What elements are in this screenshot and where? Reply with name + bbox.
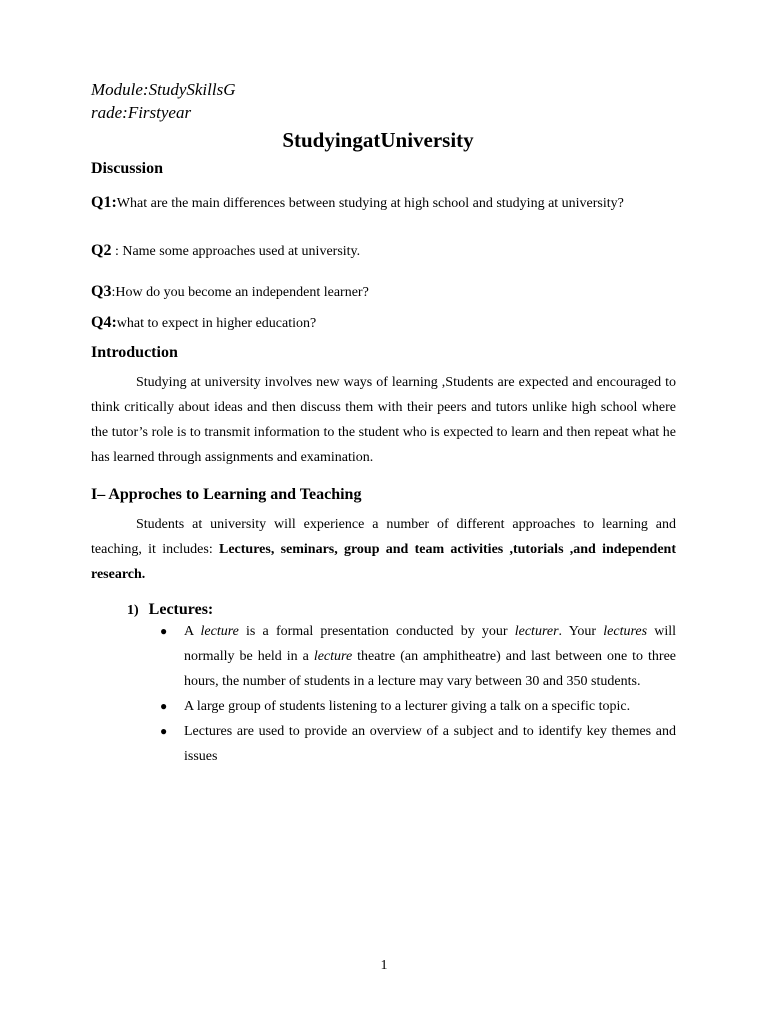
introduction-paragraph: Studying at university involves new ways of learning ,Students are expected and encouraged to think critically about ideas and then discuss them with their peers and tutors unlike high school where the tutor’s role is to transmit information to the student who is expected to learn and then repeat what he has learned through assignments and examination. (91, 375, 676, 465)
text-run: theatre (an amphitheatre) and last between one to three hours, the number of students in a lecture may vary between 30 and 350 students. (184, 649, 677, 689)
lectures-number: 1) (127, 603, 139, 618)
text-run: is a formal presentation conducted by your (238, 624, 515, 639)
module-line-1: Module:StudySkillsG (91, 80, 236, 99)
question-3-text: :How do you become an independent learner? (111, 285, 369, 300)
question-3 (91, 283, 681, 301)
bullet-icon: ● (160, 724, 168, 738)
page-number: 1 (380, 958, 388, 973)
text-run: will normally be held in a (184, 624, 677, 664)
question-2 (91, 242, 681, 260)
module-header (91, 78, 235, 124)
text-italic: lecture (313, 649, 353, 664)
bullet-icon: ● (160, 699, 168, 713)
lectures-heading: Lectures: (148, 601, 214, 618)
list-item-text: A large group of students listening to a lecturer giving a talk on a specific topic. (184, 699, 631, 714)
question-4-text: what to expect in higher education? (116, 316, 317, 331)
list-item (160, 694, 676, 719)
question-1 (91, 194, 681, 212)
section-1-paragraph (91, 512, 676, 587)
question-2-label: Q2 (91, 242, 112, 259)
page-title: StudyingatUniversity (282, 128, 474, 152)
question-3-label: Q3 (91, 283, 112, 300)
list-item-text: Lectures are used to provide an overview of a subject and to identify key themes and issues (184, 724, 676, 764)
bullet-icon: ● (160, 624, 168, 638)
introduction-heading: Introduction (91, 344, 178, 361)
text-run: A (184, 624, 201, 639)
question-4-label: Q4: (91, 314, 117, 331)
question-4 (91, 314, 681, 332)
question-1-text: What are the main differences between studying at high school and studying at university? (116, 196, 624, 211)
section-1-approaches: Lectures, seminars, group and team activities ,tutorials ,and independent research. (91, 542, 676, 582)
module-line-2: rade:Firstyear (91, 103, 192, 122)
discussion-heading: Discussion (91, 160, 164, 177)
text-run: . Your (558, 624, 604, 639)
list-item (160, 719, 676, 769)
text-italic: lecturer (514, 624, 559, 639)
section-1-text: Students at university will experience a number of different approaches to learning and teaching, it includes: (91, 517, 676, 557)
question-1-label: Q1: (91, 194, 117, 211)
lectures-list (160, 619, 676, 769)
list-item (160, 619, 676, 694)
question-2-text: : Name some approaches used at university. (111, 244, 361, 259)
lectures-heading-row (127, 601, 213, 619)
text-italic: lecture (200, 624, 239, 639)
section-1-heading: I– Approches to Learning and Teaching (91, 486, 362, 503)
text-italic: lectures (603, 624, 648, 639)
